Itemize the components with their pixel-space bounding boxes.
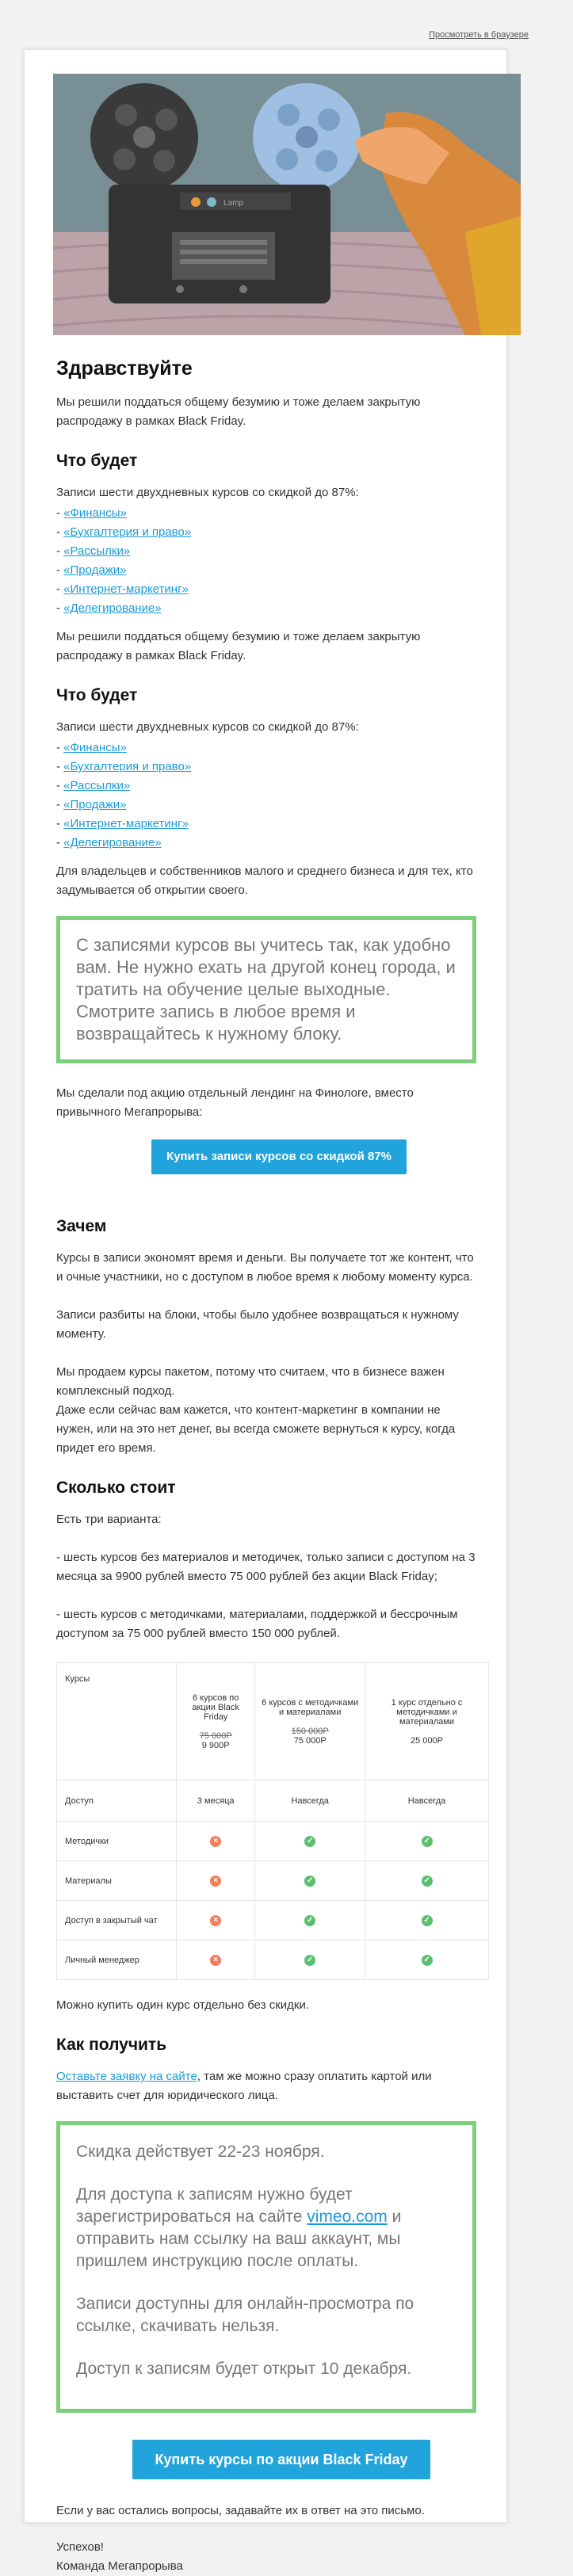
list-item: - «Продажи»: [56, 563, 127, 577]
list-item: - «Финансы»: [56, 741, 127, 754]
top-bar: [0, 0, 573, 38]
why-heading: Зачем: [56, 1217, 107, 1235]
course-link[interactable]: «Интернет-маркетинг»: [63, 817, 189, 830]
cost-intro: Есть три варианта:: [56, 1513, 162, 1526]
check-icon: ✓: [304, 1836, 315, 1847]
course-link[interactable]: «Финансы»: [63, 506, 127, 520]
info-reg-a: Для доступа к записям нужно будет зарегистрироваться на сайте: [76, 2185, 353, 2226]
list-item: - «Делегирование»: [56, 836, 162, 849]
cross-icon: ×: [210, 1876, 221, 1887]
cross-icon: ×: [210, 1836, 221, 1847]
feature-cell: [177, 1861, 255, 1901]
check-icon: ✓: [422, 1915, 433, 1926]
list-item: - «Рассылки»: [56, 779, 131, 792]
why-text-2: Записи разбиты на блоки, чтобы было удобнее возвращаться к нужному моменту.: [56, 1308, 459, 1341]
check-icon: ✓: [422, 1836, 433, 1847]
single-course-text: Можно купить один курс отдельно без скидки.: [56, 1998, 310, 2012]
info-box: [56, 2121, 476, 2413]
check-icon: ✓: [304, 1876, 315, 1887]
check-icon: ✓: [422, 1876, 433, 1887]
info-registration: [76, 2184, 456, 2273]
cost-heading: Сколько стоит: [56, 1479, 176, 1497]
table-row: [57, 1901, 489, 1941]
course-link[interactable]: «Рассылки»: [63, 779, 131, 792]
course-link[interactable]: «Делегирование»: [63, 836, 162, 849]
plan-cell: [177, 1663, 255, 1780]
course-link[interactable]: «Делегирование»: [63, 601, 162, 615]
plan-price: 75 000Р: [293, 1735, 327, 1746]
table-row: [57, 1780, 489, 1822]
audience-text: Для владельцев и собственников малого и среднего бизнеса и для тех, кто задумывается об открытии своего.: [56, 864, 473, 897]
plan-name: 6 курсов с методичками и материалами: [262, 1697, 359, 1717]
info-open-date: Доступ к записям будет открыт 10 декабря.: [76, 2360, 412, 2378]
quote-box: [56, 916, 476, 1063]
list-item: - «Финансы»: [56, 506, 127, 520]
row-label: Доступ: [57, 1780, 177, 1822]
what-text-2: Записи шести двухдневных курсов со скидкой до 87%:: [56, 720, 359, 734]
plan-price: 25 000Р: [411, 1735, 444, 1746]
table-row: [57, 1941, 489, 1980]
check-icon: ✓: [304, 1915, 315, 1926]
check-icon: ✓: [304, 1955, 315, 1966]
list-item: - «Бухгалтерия и право»: [56, 760, 192, 773]
row-label: Доступ в закрытый чат: [57, 1901, 177, 1941]
list-item: - «Интернет-маркетинг»: [56, 582, 189, 596]
plan-cell: [255, 1663, 365, 1780]
sign-off-2: Команда Мегапрорыва: [56, 2559, 183, 2573]
list-item: - «Продажи»: [56, 798, 127, 811]
course-list: [56, 504, 476, 618]
info-online: Записи доступны для онлайн-просмотра по ссылке, скачивать нельзя.: [76, 2295, 414, 2335]
list-item: - «Рассылки»: [56, 544, 131, 558]
how-heading: Как получить: [56, 2036, 167, 2054]
why-text-3b: Даже если сейчас вам кажется, что контент-маркетинг в компании не нужен, или на это нет денег, вы всегда сможете вернуться к курсу, когда придет его время.: [56, 1403, 456, 1455]
plan-old-price: 75 000Р: [199, 1731, 232, 1741]
feature-cell: [177, 1822, 255, 1861]
feature-cell: [255, 1822, 365, 1861]
landing-text: Мы сделали под акцию отдельный лендинг на Финологе, вместо привычного Мегапрорыва:: [56, 1086, 414, 1119]
course-list-2: [56, 738, 476, 853]
view-in-browser-link[interactable]: Просмотреть в браузере: [429, 30, 529, 40]
table-row: [57, 1861, 489, 1901]
cost-option-1: - шесть курсов без материалов и методичек, только записи с доступом на 3 месяца за 9900 рублей вместо 75 000 рублей без акции Black Friday;: [56, 1551, 476, 1583]
why-text-1: Курсы в записи экономят время и деньги. Вы получаете тот же контент, что и очные участники, но с доступом в любое время к любому моменту курса.: [56, 1251, 474, 1284]
projector-illustration: [53, 74, 521, 335]
what-text: Записи шести двухдневных курсов со скидкой до 87%:: [56, 486, 359, 499]
quote-text: С записями курсов вы учитесь так, как удобно вам. Не нужно ехать на другой конец города, и тратить на обучение целые выходные. Смотрите запись в любое время и возвращайтесь к нужному блоку.: [76, 935, 456, 1044]
check-icon: ✓: [422, 1955, 433, 1966]
why-text-3a: Мы продаем курсы пакетом, потому что считаем, что в бизнесе важен комплексный подход.: [56, 1365, 445, 1398]
course-link[interactable]: «Рассылки»: [63, 544, 131, 558]
questions-text: Если у вас остались вопросы, задавайте их в ответ на это письмо.: [56, 2504, 425, 2517]
course-link[interactable]: «Бухгалтерия и право»: [63, 760, 192, 773]
pricing-table: [56, 1662, 489, 1980]
feature-cell: [365, 1901, 489, 1941]
row-label: Личный менеджер: [57, 1941, 177, 1980]
course-link[interactable]: «Финансы»: [63, 741, 127, 754]
greeting-heading: Здравствуйте: [56, 357, 193, 380]
course-link[interactable]: «Бухгалтерия и право»: [63, 525, 192, 539]
feature-cell: [255, 1901, 365, 1941]
feature-cell: [255, 1941, 365, 1980]
email-card: [24, 49, 507, 2573]
table-row: [57, 1663, 489, 1780]
course-link[interactable]: «Продажи»: [63, 798, 127, 811]
access-cell: 3 месяца: [177, 1780, 255, 1822]
list-item: - «Делегирование»: [56, 601, 162, 615]
info-dates: Скидка действует 22-23 ноября.: [76, 2143, 325, 2161]
how-rest: , там же можно сразу оплатить картой или выставить счет для юридического лица.: [56, 2070, 432, 2102]
feature-cell: [365, 1861, 489, 1901]
request-link[interactable]: Оставьте заявку на сайте: [56, 2070, 197, 2083]
how-text: [56, 2067, 476, 2105]
buy-black-friday-button[interactable]: Купить курсы по акции Black Friday: [132, 2440, 430, 2479]
plan-cell: [365, 1663, 489, 1780]
plan-old-price: 150 000Р: [291, 1726, 329, 1736]
cross-icon: ×: [210, 1915, 221, 1926]
lamp-label: Lamp: [223, 199, 244, 208]
sign-off-1: Успехов!: [56, 2540, 104, 2554]
list-item: - «Бухгалтерия и право»: [56, 525, 192, 539]
row-label: Методички: [57, 1822, 177, 1861]
row-label: Материалы: [57, 1861, 177, 1901]
cost-option-2: - шесть курсов с методичками, материалами, поддержкой и бессрочным доступом за 75 000 рублей вместо 150 000 рублей.: [56, 1608, 458, 1640]
cross-icon: ×: [210, 1955, 221, 1966]
info-reg-b: и отправить нам ссылку на ваш аккаунт, мы пришлем инструкцию после оплаты.: [76, 2208, 402, 2270]
sign-off: [56, 2538, 476, 2576]
intro-text: Мы решили поддаться общему безумию и тоже делаем закрытую распродажу в рамках Black Friday.: [56, 395, 421, 428]
intro-repeat-text: Мы решили поддаться общему безумию и тоже делаем закрытую распродажу в рамках Black Friday.: [56, 630, 421, 662]
what-heading-2: Что будет: [56, 686, 138, 704]
vimeo-link[interactable]: vimeo.com: [307, 2208, 388, 2226]
course-link[interactable]: «Интернет-маркетинг»: [63, 582, 189, 596]
buy-records-button[interactable]: Купить записи курсов со скидкой 87%: [151, 1139, 407, 1174]
table-row: [57, 1822, 489, 1861]
feature-cell: [177, 1901, 255, 1941]
table-head-courses: Курсы: [57, 1663, 177, 1780]
hero-image-projector: [53, 74, 521, 335]
access-cell: Навсегда: [255, 1780, 365, 1822]
course-link[interactable]: «Продажи»: [63, 563, 127, 577]
list-item: - «Интернет-маркетинг»: [56, 817, 189, 830]
plan-name: 6 курсов по акции Black Friday: [192, 1693, 239, 1722]
feature-cell: [365, 1941, 489, 1980]
feature-cell: [365, 1822, 489, 1861]
access-cell: Навсегда: [365, 1780, 489, 1822]
plan-price: 9 900Р: [201, 1740, 230, 1750]
plan-name: 1 курс отдельно с методичками и материалами: [391, 1697, 463, 1727]
what-heading: Что будет: [56, 452, 138, 470]
feature-cell: [177, 1941, 255, 1980]
feature-cell: [255, 1861, 365, 1901]
